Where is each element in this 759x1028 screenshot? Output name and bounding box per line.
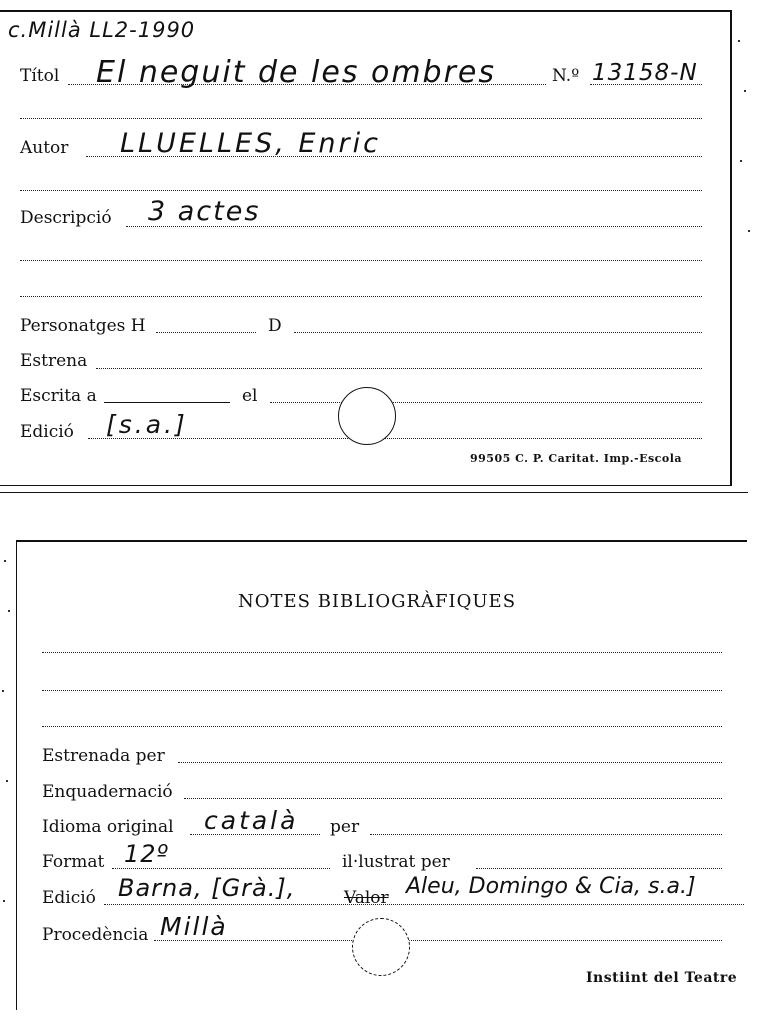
blank-line: [20, 190, 702, 191]
number-value: 13158-N: [592, 60, 698, 86]
blank-line: [20, 260, 702, 261]
idioma-label: Idioma original: [42, 817, 174, 837]
scan-noise: [744, 90, 746, 92]
escrita-line: [104, 402, 230, 403]
scan-noise: [3, 900, 5, 902]
procedencia-dots: [154, 940, 722, 941]
illustrat-dots: [476, 868, 722, 869]
blank-line: [20, 296, 702, 297]
scan-noise: [738, 40, 740, 42]
autor-label: Autor: [20, 138, 69, 158]
blank-line: [42, 726, 722, 727]
personatges-label: Personatges H: [20, 316, 146, 336]
blank-line: [42, 652, 722, 653]
scan-noise: [6, 780, 8, 782]
format-label: Format: [42, 852, 105, 872]
procedencia-label: Procedència: [42, 925, 149, 945]
scan-noise: [8, 610, 10, 612]
personatges-h-dots: [156, 332, 256, 333]
edicio2-struck: Valor: [344, 888, 389, 908]
el-dots: [270, 402, 702, 403]
edicio2-value-a: Barna, [Grà.],: [118, 874, 296, 902]
scan-noise: [740, 160, 742, 162]
edicio-label: Edició: [20, 422, 74, 442]
el-label: el: [242, 386, 258, 406]
autor-value: LLUELLES, Enric: [120, 128, 381, 159]
estrenada-label: Estrenada per: [42, 746, 165, 766]
printer-imprint: 99505 C. P. Caritat. Imp.-Escola: [470, 452, 683, 465]
scan-noise: [4, 560, 6, 562]
edicio2-dots: [104, 904, 744, 905]
format-value: 12º: [124, 840, 169, 868]
enquadernacio-dots: [184, 798, 722, 799]
blank-line: [20, 118, 702, 119]
card-divider: [0, 492, 748, 493]
enquadernacio-label: Enquadernació: [42, 782, 173, 802]
escrita-label: Escrita a: [20, 386, 97, 406]
scan-noise: [2, 690, 4, 692]
descripcio-value: 3 actes: [148, 196, 261, 227]
institut-imprint: Instiint del Teatre: [586, 970, 738, 986]
estrena-label: Estrena: [20, 351, 88, 371]
punch-hole: [352, 918, 410, 976]
edicio-value: [s.a.]: [106, 410, 188, 439]
titol-value: El neguit de les ombres: [96, 55, 497, 90]
procedencia-value: Millà: [160, 912, 228, 941]
idioma-value: català: [204, 806, 299, 835]
scan-noise: [748, 230, 750, 232]
personatges-d-dots: [294, 332, 702, 333]
punch-hole: [338, 387, 396, 445]
idioma-per-label: per: [330, 817, 360, 837]
format-dots: [112, 868, 330, 869]
idioma-per-dots: [370, 834, 722, 835]
descripcio-label: Descripció: [20, 208, 112, 228]
number-label: N.º: [552, 66, 580, 86]
edicio2-value-b: Aleu, Domingo & Cia, s.a.]: [406, 874, 696, 899]
estrena-dots: [96, 368, 702, 369]
notes-heading: NOTES BIBLIOGRÀFIQUES: [238, 591, 517, 612]
estrenada-dots: [178, 762, 722, 763]
illustrat-label: il·lustrat per: [342, 852, 450, 872]
edicio2-label: Edició: [42, 888, 96, 908]
catalog-note: c.Millà LL2-1990: [8, 18, 196, 42]
titol-label: Títol: [20, 66, 60, 86]
personatges-d-label: D: [268, 316, 282, 336]
blank-line: [42, 690, 722, 691]
